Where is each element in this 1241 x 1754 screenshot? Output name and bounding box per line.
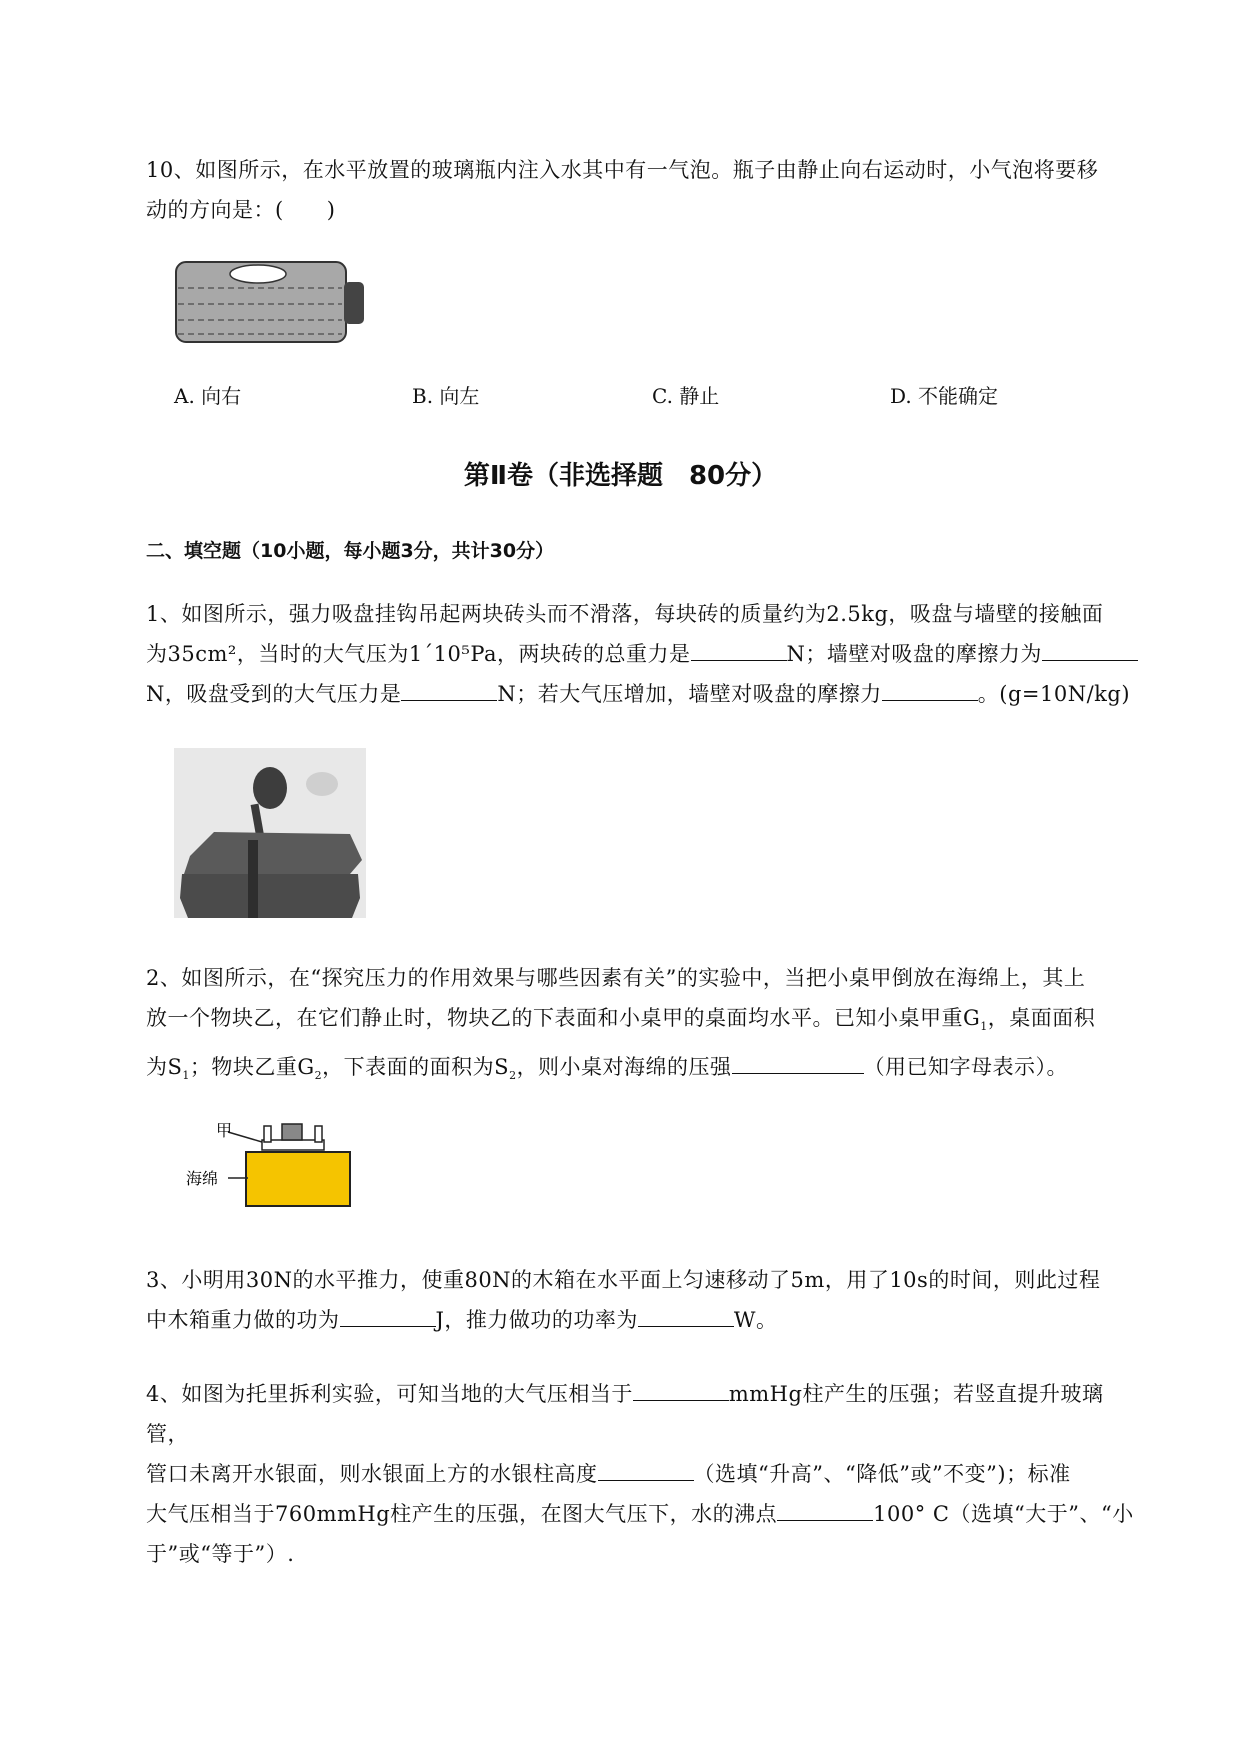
q3-line2: 中木箱重力做的功为 J，推力做功的功率为 W。 xyxy=(146,1300,1146,1340)
label-jia: 甲 xyxy=(216,1121,233,1140)
q10-text xyxy=(146,150,1146,230)
brick-top xyxy=(184,832,362,874)
answer-blank[interactable] xyxy=(1042,638,1138,661)
q4-text xyxy=(146,1374,1146,1574)
label-sponge: 海绵 xyxy=(186,1169,219,1188)
answer-blank[interactable] xyxy=(691,638,787,661)
option-a: A. 向右 xyxy=(174,384,242,408)
q1-text xyxy=(146,594,1146,714)
bottle-cap xyxy=(344,282,364,324)
section-title: 第Ⅱ卷（非选择题 80分） xyxy=(463,461,778,491)
option-d: D. 不能确定 xyxy=(890,384,999,408)
sponge xyxy=(246,1152,350,1206)
q2-line1: 2、如图所示，在“探究压力的作用效果与哪些因素有关”的实验中，当把小桌甲倒放在海绵上，其上 xyxy=(146,966,1086,990)
suction-hook-bricks-photo xyxy=(174,748,366,918)
q4-line1: 4、如图为托里拆利实验，可知当地的大气压相当于 mmHg柱产生的压强；若竖直提升玻璃管， xyxy=(146,1374,1146,1454)
option-c: C. 静止 xyxy=(652,384,720,408)
table-leg xyxy=(315,1126,322,1142)
q2-line2: 放一个物块乙，在它们静止时，物块乙的下表面和小桌甲的桌面均水平。已知小桌甲重$G_1$，桌面面积 xyxy=(146,1006,1096,1034)
answer-blank[interactable] xyxy=(732,1051,864,1074)
q4-line2: 管口未离开水银面，则水银面上方的水银柱高度 （选填“升高”、“降低”或”不变”)；标准 xyxy=(146,1454,1146,1494)
answer-blank[interactable] xyxy=(633,1378,729,1401)
q2-line3: 为$S_1$；物块乙重$G_2$，下表面的面积为$S_2$，则小桌对海绵的压强 （用已知字母表示）。 xyxy=(146,1047,1146,1096)
q4-line4: 于”或“等于”）. xyxy=(146,1542,295,1566)
table-leg xyxy=(264,1126,271,1142)
table-sponge-figure xyxy=(182,1120,362,1210)
label-pointer xyxy=(228,1132,262,1142)
answer-blank[interactable] xyxy=(777,1498,873,1521)
q3-text xyxy=(146,1260,1146,1340)
q10-line1: 10、如图所示，在水平放置的玻璃瓶内注入水其中有一气泡。瓶子由静止向右运动时，小气泡将要移 xyxy=(146,158,1099,182)
answer-blank[interactable] xyxy=(598,1458,694,1481)
hanging-strap xyxy=(248,840,258,918)
q4-line3: 大气压相当于760mmHg柱产生的压强，在图大气压下，水的沸点 100° C（选填“大于”、“小 xyxy=(146,1494,1146,1534)
option-b: B. 向左 xyxy=(412,384,480,408)
q2-text xyxy=(146,958,1146,1096)
bottle-bubble-figure xyxy=(174,260,374,350)
answer-blank[interactable] xyxy=(638,1304,734,1327)
block-yi xyxy=(282,1124,302,1140)
q1-line3: N，吸盘受到的大气压力是 N；若大气压增加，墙壁对吸盘的摩擦力 。(g=10N/kg) xyxy=(146,674,1146,714)
q1-line2: 为35cm²，当时的大气压为1´10⁵Pa，两块砖的总重力是 N；墙壁对吸盘的摩擦力为 xyxy=(146,634,1146,674)
suction-cup xyxy=(253,767,287,809)
q1-line1: 1、如图所示，强力吸盘挂钩吊起两块砖头而不滑落，每块砖的质量约为2.5kg，吸盘与墙壁的接触面 xyxy=(146,602,1104,626)
answer-blank[interactable] xyxy=(401,678,497,701)
air-bubble xyxy=(230,265,286,283)
section-subtitle: 二、填空题（10小题，每小题3分，共计30分） xyxy=(146,540,555,562)
answer-blank[interactable] xyxy=(340,1304,436,1327)
q3-line1: 3、小明用30N的水平推力，使重80N的木箱在水平面上匀速移动了5m，用了10s的时间，则此过程 xyxy=(146,1268,1101,1292)
brick-bottom xyxy=(180,874,360,918)
answer-blank[interactable] xyxy=(882,678,978,701)
q10-line2: 动的方向是：( ) xyxy=(146,198,336,222)
wall-stain xyxy=(306,772,338,796)
